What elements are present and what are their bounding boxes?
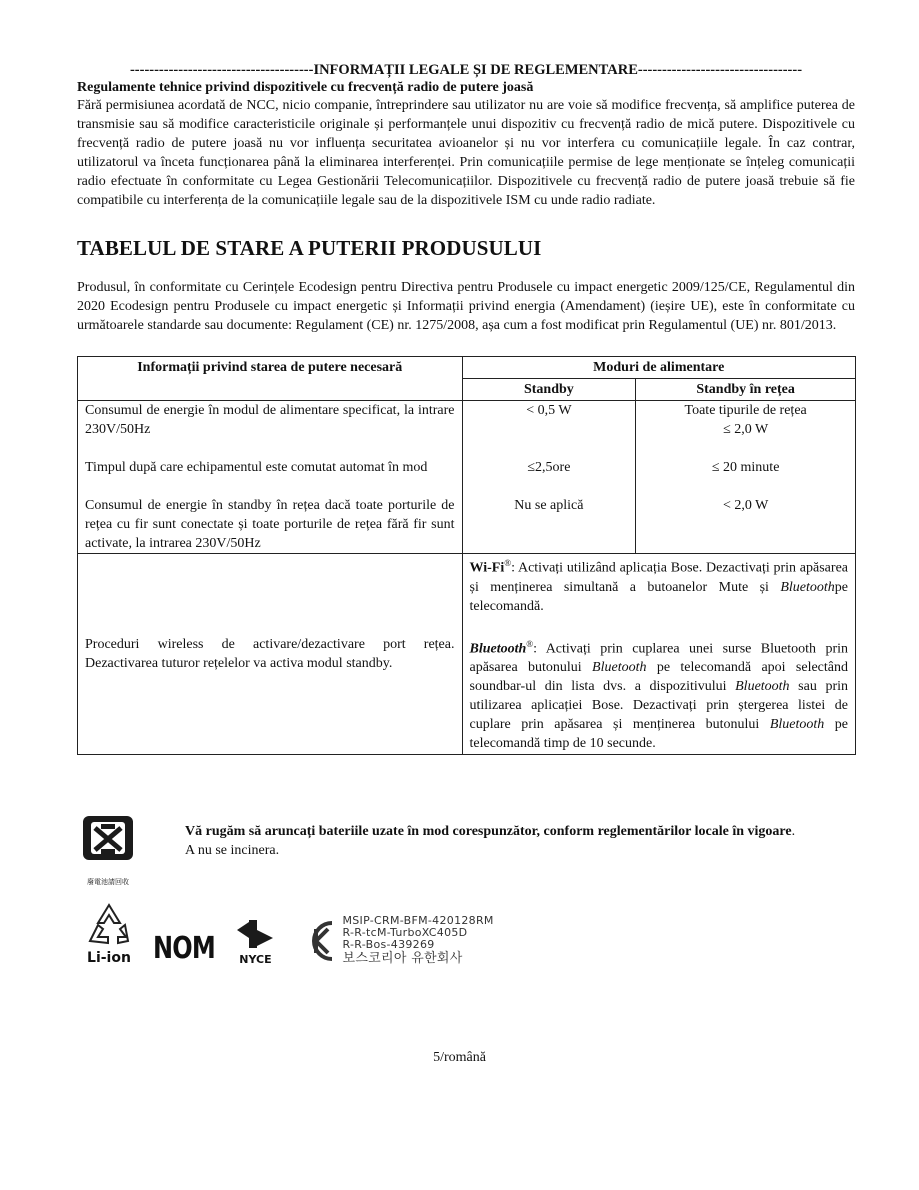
bt-text-3: sau prin utilizarea aplicației Bose. Dezactivați prin ștergerea listei de cuplare prin apăsarea și menținerea butonului xyxy=(469,679,848,733)
bt-italic-1: Bluetooth xyxy=(592,660,647,676)
bt-italic-3: Bluetooth xyxy=(769,717,825,733)
table-row xyxy=(78,401,856,459)
recycle-icon xyxy=(80,901,138,947)
page-number: 5/română xyxy=(433,1050,486,1065)
certification-logos xyxy=(77,901,855,966)
bt-text-2: pe telecomandă apoi selectând soundbar-ul din lista dvs. a dispozitivului xyxy=(469,660,848,695)
nom-text: NOM xyxy=(153,931,215,966)
legal-subtitle: Regulamente tehnice privind dispozitivele cu frecvență radio de putere joasă xyxy=(77,80,534,95)
header-modes: Moduri de alimentare xyxy=(462,357,856,379)
row-standby-value: Nu se aplică xyxy=(514,498,584,513)
taiwan-recycle-logo xyxy=(77,812,147,887)
row-label: Consumul de energie în standby în rețea dacă toate porturile de rețea cu fir sunt conectate și toate porturile de rețea fără fir sunt activate, la intrarea 230V/50Hz xyxy=(85,498,455,551)
taiwan-caption: 廢電池請回收 xyxy=(87,878,129,886)
kc-line: 보스코리아 유한회사 xyxy=(342,951,463,966)
row-network-value: Toate tipurile de rețea xyxy=(684,403,807,418)
power-intro: Produsul, în conformitate cu Cerințele Ecodesign pentru Directiva pentru Produsele cu impact energetic 2009/125/CE, Regulamentul din 2020 Ecodesign pentru Produsele cu impact energetic și Informații privind energia (Amendament) (ieșire UE), este în conformitate cu următoarele standarde sau documente: Regulament (CE) nr. 1275/2008, așa cum a fost modificat prin Regulamentul (UE) nr. 801/2013. xyxy=(77,280,855,333)
nyce-icon xyxy=(235,918,275,950)
row-standby-value: ≤2,5ore xyxy=(527,460,571,475)
bt-italic-2: Bluetooth xyxy=(735,679,790,695)
row-network-value: < 2,0 W xyxy=(722,498,769,513)
bluetooth-name: Bluetooth xyxy=(469,641,527,657)
bluetooth-instructions xyxy=(470,635,849,754)
legal-section-title: --------------------------------------INFORMAȚII LEGALE ȘI DE REGLEMENTARE---------------------------------- xyxy=(129,62,803,78)
page-content xyxy=(77,62,855,755)
kc-logo xyxy=(302,915,493,966)
bluetooth-reg: ® xyxy=(526,638,534,649)
legal-body: Fără permisiunea acordată de NCC, nicio companie, întreprindere sau utilizator nu are voie să modifice frecvența, să amplifice puterea de transmisie sau să modifice caracteristicile originale și performanțele unui dispozitiv cu frecvență radio de mică putere. Dispozitivele cu frecvență radio de putere joasă nu vor influența securitatea avioanelor și nu vor interfera cu comunicațiile legale. În caz contrar, utilizatorul va înceta funcționarea până la eliminarea interferenței. Prin comunicațiile permise de lege menționate se înțeleg comunicații radio efectuate în conformitate cu Legea Gestionării Telecomunicațiilor. Dispozitivele cu frecvență radio de putere joasă trebuie să fie compatibile cu interferența de la comunicațiile legale sau de la dispozitivele ISM cu unde radio radiate. xyxy=(77,98,855,208)
bt-text-4: pe telecomandă timp de 10 secunde. xyxy=(469,717,848,752)
wifi-bt-italic: Bluetooth xyxy=(780,579,835,595)
nyce-logo xyxy=(230,918,280,966)
header-info: Informații privind starea de putere necesară xyxy=(78,357,463,401)
wifi-name: Wi-Fi xyxy=(469,560,505,576)
nyce-label: NYCE xyxy=(239,953,272,966)
bt-text-1: : Activați prin cuplarea unei surse Bluetooth prin apăsarea butonului xyxy=(469,641,848,676)
nom-logo xyxy=(153,932,230,966)
row-label: Consumul de energie în modul de alimentare specificat, la intrare 230V/50Hz xyxy=(85,403,455,437)
li-ion-logo xyxy=(77,901,141,966)
battery-rest-text: . A nu se incinera. xyxy=(185,824,796,858)
kc-mark-icon xyxy=(302,919,338,963)
li-ion-label: Li-ion xyxy=(87,950,131,966)
battery-bold-text: Vă rugăm să aruncați bateriile uzate în mod corespunzător, conform reglementărilor locale în vigoare xyxy=(185,824,792,839)
table-row xyxy=(78,458,856,496)
kc-line: R-R-tcM-TurboXC405D xyxy=(342,926,468,939)
row-label: Timpul după care echipamentul este comutat automat în mod xyxy=(85,460,428,475)
power-table-heading: TABELUL DE STARE A PUTERII PRODUSULUI xyxy=(77,236,542,260)
wifi-text: : Activați utilizând aplicația Bose. Dezactivați prin apăsarea și menținerea simultană a butoanelor Mute și xyxy=(469,560,848,595)
kc-line: MSIP-CRM-BFM-420128RM xyxy=(342,914,494,927)
table-row-wireless xyxy=(78,554,856,755)
header-standby: Standby xyxy=(462,379,636,401)
wifi-instructions xyxy=(470,554,849,616)
power-status-table xyxy=(77,356,856,755)
wifi-text-2: pe telecomandă. xyxy=(469,579,848,614)
disposal-section xyxy=(77,812,855,966)
battery-disposal-text xyxy=(185,822,805,887)
row-standby-value: < 0,5 W xyxy=(526,403,572,418)
wireless-label: Proceduri wireless de activare/dezactivare port rețea. Dezactivarea tuturor rețelelor va activa modul standby. xyxy=(85,637,455,672)
kc-line: R-R-Bos-439269 xyxy=(342,938,435,951)
header-network-standby: Standby în rețea xyxy=(636,379,856,401)
wifi-reg: ® xyxy=(504,558,512,568)
row-network-value-2: ≤ 2,0 W xyxy=(723,422,769,437)
table-row xyxy=(78,496,856,554)
row-network-value: ≤ 20 minute xyxy=(711,460,780,475)
battery-recycle-icon xyxy=(77,812,141,878)
